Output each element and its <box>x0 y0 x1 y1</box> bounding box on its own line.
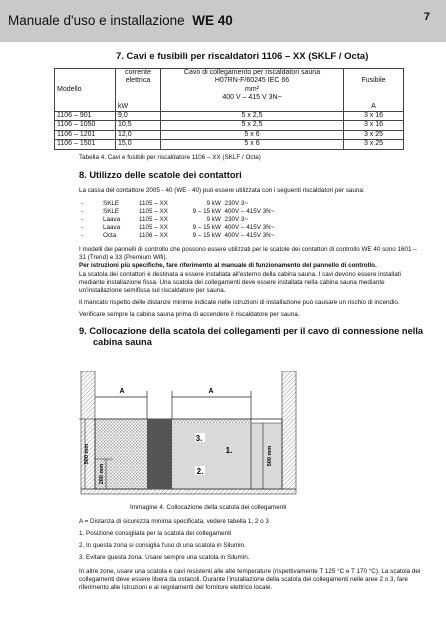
floor <box>81 489 296 494</box>
list-item: - Laava 1105 – XX 9 kW 230V 3~ <box>81 216 249 224</box>
col-model: Modello <box>57 85 82 93</box>
list-item: - Laava 1105 – XX 9 – 15 kW 400V – 415V 3N~ <box>81 224 275 232</box>
manual-title: Manuale d'uso e installazione WE 40 <box>8 13 233 28</box>
label-zone-1: 1. <box>225 446 233 455</box>
table-row: 1106 – 1201 12,0 5 x 6 3 x 25 <box>55 130 404 139</box>
label-a-right: A <box>208 388 214 395</box>
section-9-heading: 9. Collocazione della scatola dei collegamenti per il cavo di connessione nella cabina sauna <box>79 326 424 347</box>
page-header <box>0 0 446 42</box>
table-row: 1106 – 901 9,0 5 x 2,5 3 x 16 <box>55 112 404 121</box>
list-item: - SKLE 1105 – XX 9 – 15 kW 400V – 415V 3N~ <box>81 208 275 216</box>
wall-right <box>282 371 296 489</box>
section-8-heading: 8. Utilizzo delle scatole dei contattori <box>79 170 242 180</box>
fire-risk-paragraph: Il mancato rispetto delle distanze minime indicate nelle istruzioni di installazione può causare un rischio di incendio. <box>79 299 400 306</box>
zone-3-item: 3. Evitare questa zona. Usare sempre una scatola in Silumin. <box>79 554 250 561</box>
junction-box-diagram <box>79 371 299 496</box>
zone-1-item: 1. Posizione consigliata per la scatola dei collegamenti <box>79 530 232 537</box>
list-item: - Octa 1106 – XX 9 – 15 kW 400V – 415V 3N~ <box>81 232 275 240</box>
page-number: 7 <box>423 11 430 23</box>
label-zone-3: 3. <box>195 434 203 443</box>
final-paragraph: In altre zone, usare una scatola e cavi resistenti alle alte temperature (rispettivamente T 125 °C e T 170 °C). La scatola dei collegamenti deve essere libera da ostacoli. Durante l'installazione della scatola dei collegamenti nelle aree 2 o 3, fare riferimento alle istruzioni e ai regolamenti del fornitore elettrico locale. <box>79 568 421 591</box>
control-panel-paragraph: I modelli dei pannelli di controllo che possono essere utilizzati per le scatole dei contattori di controllo WE 40 sono 1601 – 31 (Trend) e 33 (Premium Wifi). Per istruzioni più specifiche, fare riferimento al manuale di funzionamento del pannello di controllo. <box>79 246 417 269</box>
cable-fuse-table <box>54 68 404 150</box>
installation-paragraph: La scatola dei contattori è destinata a essere installata all'esterno della cabina sauna. I cavi devono essere installati mediante installazione fissa. Una scatola dei collegamenti deve essere installata nella cabina sauna mediante un'installazione semifissa sul riscaldatore per sauna. <box>79 271 401 294</box>
dim-200: 200 mm <box>99 463 105 485</box>
zone-2-item: 2. In questa zona si consiglia l'uso di una scatola in Silumin. <box>79 542 246 549</box>
zone-1 <box>174 423 282 489</box>
figure-caption: Immagine 4. Collocazione della scatola dei collegamenti <box>130 504 287 511</box>
dim-500-right: 500 mm <box>267 445 273 467</box>
heater <box>147 419 172 489</box>
table-row: 1106 – 1050 10,5 5 x 2,5 3 x 16 <box>55 121 404 130</box>
table-caption: Tabella 4. Cavi e fusibili per riscaldatore 1106 – XX (SKLF / Octa) <box>79 154 261 161</box>
label-a-left: A <box>119 388 125 395</box>
section-7-heading: 7. Cavi e fusibili per riscaldatori 1106 – XX (SKLF / Octa) <box>116 51 369 62</box>
dim-500-left: 500 mm <box>84 443 90 465</box>
heater-list <box>81 200 274 240</box>
list-item: - SKLE 1105 – XX 9 kW 230V 3~ <box>81 200 249 207</box>
table-row: 1106 – 1501 15,0 5 x 6 3 x 25 <box>55 140 404 149</box>
section-8-intro: La cassa del contattore 2005 - 40 (WE - 40) può essere utilizzata con i seguenti riscaldatori per sauna: <box>79 187 365 194</box>
check-cabin-paragraph: Verificare sempre la cabina sauna prima di accendere il riscaldatore per sauna. <box>79 311 300 318</box>
control-panel-note: Per istruzioni più specifiche, fare riferimento al manuale di funzionamento del pannello di controllo. <box>79 262 377 269</box>
wall-left <box>81 371 95 489</box>
label-zone-2: 2. <box>196 467 204 476</box>
legend-a: A = Distanza di sicurezza minima specificata, vedere tabella 1, 2 o 3 <box>79 518 269 525</box>
table-header-row: Modello corrente elettrica kW Cavo di collegamento per riscaldatori sauna H07RN-F/60245 IEC 66 mm² 400 V – 415 V 3N~ Fusibile A <box>55 69 404 112</box>
